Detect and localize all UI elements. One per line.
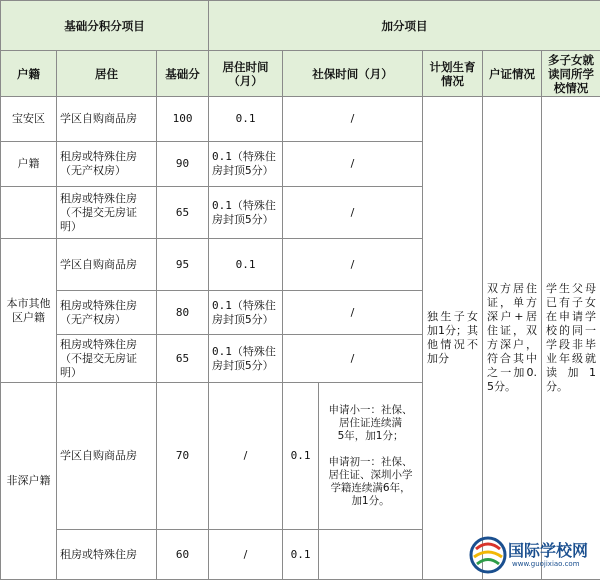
shebao-value-cell: 0.1 xyxy=(283,530,319,580)
group-baoan: 宝安区 xyxy=(1,97,57,142)
bonus-hukou: 双方居住证，单方深户+居住证，双方深户，符合其中之一加0.5分。 xyxy=(483,97,542,580)
base-score-cell: 90 xyxy=(157,142,209,187)
bonus-group-header: 加分项目 xyxy=(209,1,600,51)
residence-cell: 学区自购商品房 xyxy=(57,383,157,530)
site-watermark xyxy=(468,535,594,575)
residence-time-cell: 0.1（特殊住 房封顶5分） xyxy=(209,291,283,335)
base-score-cell: 80 xyxy=(157,291,209,335)
globe-logo-icon xyxy=(468,535,508,575)
shebao-value-cell: 0.1 xyxy=(283,383,319,530)
base-score-cell: 100 xyxy=(157,97,209,142)
base-group-header: 基础分积分项目 xyxy=(1,1,209,51)
col-header-jichufen: 基础分 xyxy=(157,51,209,97)
col-header-jihua: 计划生育 情况 xyxy=(423,51,483,97)
base-score-cell: 65 xyxy=(157,187,209,239)
residence-time-cell: 0.1（特殊住 房封顶5分） xyxy=(209,142,283,187)
residence-cell: 租房或特殊住房 （不提交无房证 明） xyxy=(57,187,157,239)
residence-time-cell: 0.1（特殊住 房封顶5分） xyxy=(209,335,283,383)
col-header-juzhu-time: 居住时间 （月） xyxy=(209,51,283,97)
shebao-cell: / xyxy=(283,97,423,142)
group-benshi: 本市其他 区户籍 xyxy=(1,239,57,383)
shebao-note-cell: 申请小一：社保、 居住证连续满 5年，加1分； 申请初一：社保、 居住证、深圳小学 学籍连续满6年， 加1分。 xyxy=(319,383,423,530)
group-blank-cell xyxy=(1,187,57,239)
watermark-url: www.guojixiao.com xyxy=(512,560,580,568)
group-feishen: 非深户籍 xyxy=(1,383,57,580)
shebao-cell: / xyxy=(283,239,423,291)
shebao-cell: / xyxy=(283,335,423,383)
shebao-cell: / xyxy=(283,142,423,187)
shebao-cell: / xyxy=(283,291,423,335)
base-score-cell: 65 xyxy=(157,335,209,383)
residence-cell: 租房或特殊住房 xyxy=(57,530,157,580)
shebao-note-cell xyxy=(319,530,423,580)
base-score-cell: 95 xyxy=(157,239,209,291)
residence-cell: 租房或特殊住房 （不提交无房证 明） xyxy=(57,335,157,383)
col-header-juzhu: 居住 xyxy=(57,51,157,97)
residence-time-cell: / xyxy=(209,383,283,530)
residence-time-cell: / xyxy=(209,530,283,580)
base-score-cell: 60 xyxy=(157,530,209,580)
residence-time-cell: 0.1 xyxy=(209,239,283,291)
residence-cell: 学区自购商品房 xyxy=(57,239,157,291)
group-huji: 户籍 xyxy=(1,142,57,187)
bonus-jihua: 独生子女加1分；其他情况不加分 xyxy=(423,97,483,580)
bonus-duozi: 学生父母已有子女在申请学校的同一学段非毕业年级就读加1分。 xyxy=(542,97,600,580)
col-header-shebao-time: 社保时间（月） xyxy=(283,51,423,97)
watermark-text: 国际学校网 xyxy=(508,541,589,560)
residence-time-cell: 0.1 xyxy=(209,97,283,142)
residence-cell: 租房或特殊住房 （无产权房） xyxy=(57,291,157,335)
residence-cell: 租房或特殊住房 （无产权房） xyxy=(57,142,157,187)
base-score-cell: 70 xyxy=(157,383,209,530)
residence-time-cell: 0.1（特殊住 房封顶5分） xyxy=(209,187,283,239)
residence-cell: 学区自购商品房 xyxy=(57,97,157,142)
col-header-hukou: 户证情况 xyxy=(483,51,542,97)
col-header-duozi: 多子女就 读同所学 校情况 xyxy=(542,51,600,97)
shebao-cell: / xyxy=(283,187,423,239)
col-header-huji: 户籍 xyxy=(1,51,57,97)
